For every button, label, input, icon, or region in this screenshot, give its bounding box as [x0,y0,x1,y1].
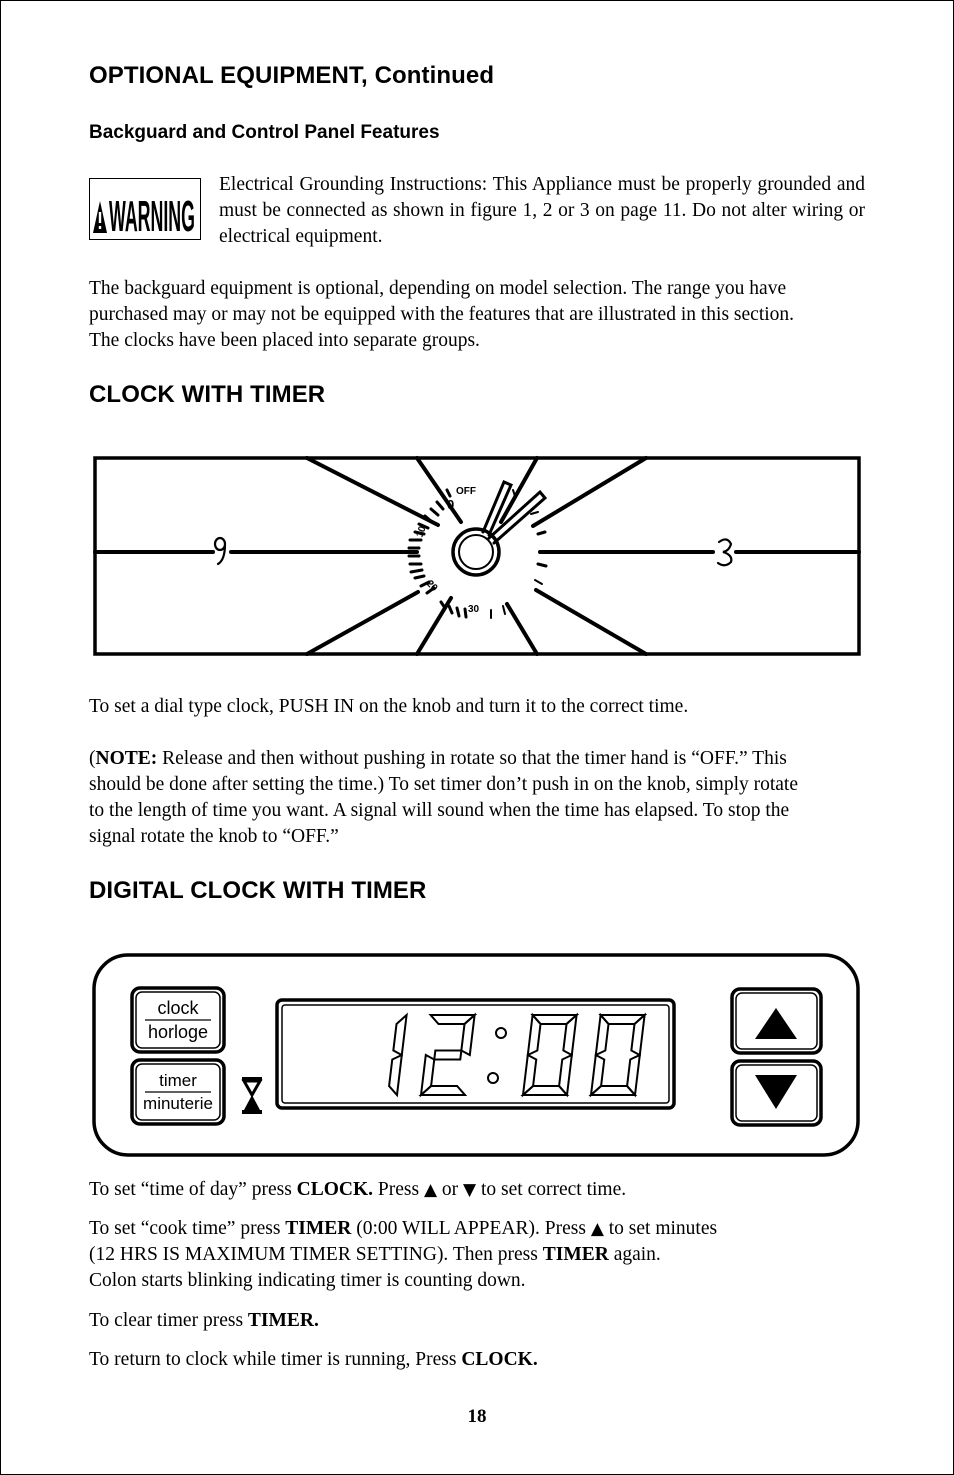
down-arrow-icon: ▼ [463,1180,477,1200]
text-run: To set “time of day” press [89,1179,297,1200]
digit-display [389,1015,645,1095]
intro-line: The backguard equipment is optional, depending on model selection. The range you have [89,278,787,299]
clock-button-sublabel: horloge [147,1022,209,1042]
text-run: To set “cook time” press [89,1218,286,1239]
colon-dot [488,1073,498,1083]
text-run: or [437,1179,464,1200]
note-paragraph [89,746,865,850]
display-value: 12:00 [91,951,94,952]
cook-time-line [89,1216,865,1242]
note-line: should be done after setting the time.) To set timer don’t push in on the knob, simply rotate [89,774,799,795]
note-line: signal rotate the knob to “OFF.” [89,826,339,847]
digit-segment [434,1051,461,1060]
digit-segment [421,1086,465,1095]
instruction-clear-timer [89,1308,865,1334]
hourglass-icon [242,1077,262,1114]
digit-segment [596,1015,609,1055]
text-run: to set correct time. [476,1179,627,1200]
text-run: To return to clock while timer is running, Press [89,1349,462,1370]
instruction-time-of-day [89,1177,865,1203]
text-run: Press [373,1179,424,1200]
dial-zero-label: 0 [447,497,455,512]
timer-button-label: timer [159,1071,197,1090]
dial-clock-figure [91,452,863,658]
cook-time-line: Colon starts blinking indicating timer is counting down. [89,1270,526,1291]
warning-label: WARNING [109,192,195,238]
dial-thirty-label: 30 [468,604,480,615]
timer-keyword: TIMER. [247,1310,319,1331]
page-title: OPTIONAL EQUIPMENT, Continued [89,62,495,89]
up-arrow-icon: ▲ [590,1219,604,1239]
digit-segment [393,1015,406,1055]
instruction-return-clock [89,1347,865,1373]
timer-keyword: TIMER [542,1244,609,1265]
digit-segment [528,1015,541,1055]
note-text: Release and then without pushing in rotate so that the timer hand is “OFF.” This [157,748,787,769]
clock-keyword: CLOCK. [461,1349,538,1370]
text-run: (0:00 WILL APPEAR). Press [351,1218,591,1239]
digit-segment [523,1086,567,1095]
section-subtitle: Backguard and Control Panel Features [89,122,440,143]
warning-icon [90,179,199,238]
intro-line: The clocks have been placed into separate groups. [89,330,480,351]
dial-ten-label: 10 [414,524,429,540]
text-run: (12 HRS IS MAXIMUM TIMER SETTING). Then press [89,1244,543,1265]
dial-off-label: OFF [456,486,476,497]
clock-button-label: clock [157,998,199,1018]
intro-line: purchased may or may not be equipped with the features that are illustrated in this section. [89,304,795,325]
note-line: to the length of time you want. A signal will sound when the time has elapsed. To stop the [89,800,790,821]
timer-keyword: TIMER [285,1218,352,1239]
page-number: 18 [467,1406,487,1427]
digital-clock-heading: DIGITAL CLOCK WITH TIMER [89,877,427,904]
cook-time-line [89,1242,865,1268]
colon-dot [496,1028,506,1038]
warning-text: Electrical Grounding Instructions: This Appliance must be properly grounded and must be connected as shown in figure 1, 2 or 3 on page 11. Do not alter wiring or electrical equipment. [219,174,865,247]
note-label: NOTE: [95,748,158,769]
up-triangle-icon [755,1008,797,1039]
digit-segment [523,1055,536,1095]
digit-segment [591,1086,635,1095]
clock-keyword: CLOCK. [296,1179,374,1200]
down-triangle-icon [755,1075,797,1109]
clock-with-timer-heading: CLOCK WITH TIMER [89,381,326,408]
dial-twenty-label: 20 [423,578,440,594]
digit-segment [563,1015,576,1055]
digit-segment [431,1015,475,1024]
text-run: again. [608,1244,661,1265]
note-line [89,746,865,772]
intro-paragraph [89,276,865,354]
note-paren: ( [89,748,96,769]
timer-button[interactable] [132,1060,224,1124]
warning-badge [89,178,201,240]
text-run: To clear timer press [89,1310,248,1331]
digit-segment [591,1055,604,1095]
text-run: to set minutes [603,1218,718,1239]
digital-clock-panel [91,951,863,1161]
up-arrow-icon: ▲ [423,1180,438,1200]
timer-button-sublabel: minuterie [143,1094,213,1113]
dial-instruction: To set a dial type clock, PUSH IN on the knob and turn it to the correct time. [89,696,689,717]
digit-segment [631,1015,644,1055]
digit-segment [389,1055,402,1095]
digit-segment [461,1015,474,1055]
instruction-cook-time [89,1216,865,1294]
